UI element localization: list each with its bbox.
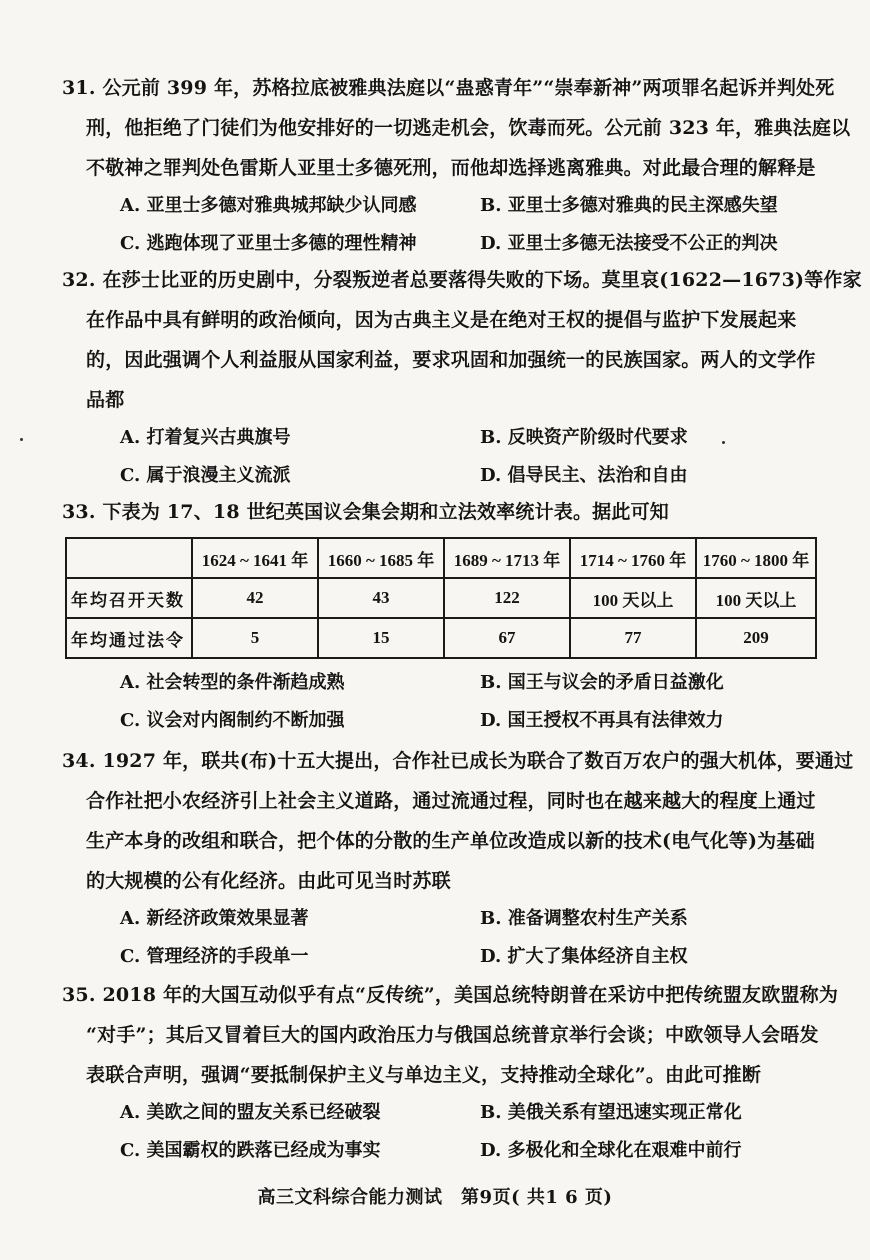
option-d[interactable]: D. 扩大了集体经济自主权 [480,946,688,967]
table-row [66,578,816,618]
option-d[interactable]: D. 亚里士多德无法接受不公正的判决 [480,233,778,254]
answer-options [62,420,832,494]
question-text-line: “对手”；其后又冒着巨大的国内政治压力与俄国总统普京举行会谈；中欧领导人会晤发 [86,1024,819,1046]
question-text-line: 34. 1927 年，联共(布)十五大提出，合作社已成长为联合了数百万农户的强大机体，要通过 [62,750,854,772]
scan-speck [722,441,725,444]
table-cell: 100 天以上 [696,578,816,618]
question-text-line: 表联合声明，强调“要抵制保护主义与单边主义，支持推动全球化”。由此可推断 [86,1064,762,1086]
option-c[interactable]: C. 属于浪漫主义流派 [120,465,291,486]
question-text-line: 生产本身的改组和联合，把个体的分散的生产单位改造成以新的技术(电气化等)为基础 [86,830,815,852]
option-d[interactable]: D. 国王授权不再具有法律效力 [480,710,724,731]
question-33-options [62,665,832,739]
option-b[interactable]: B. 准备调整农村生产关系 [480,908,688,929]
option-c[interactable]: C. 管理经济的手段单一 [120,946,309,967]
question-text-line: 刑，他拒绝了门徒们为他安排好的一切逃走机会，饮毒而死。公元前 323 年，雅典法庭以 [86,117,851,139]
table-row-label: 年均通过法令 [66,618,192,658]
page-footer: 高三文科综合能力测试 第9页( 共1 6 页) [257,1187,613,1208]
answer-options [62,1095,832,1169]
question-text-line: 31. 公元前 399 年，苏格拉底被雅典法庭以“蛊惑青年”“崇奉新神”两项罪名起诉并判处死 [62,77,835,99]
table-header-cell: 1660 ~ 1685 年 [318,538,444,578]
question-text-line: 合作社把小农经济引上社会主义道路，通过流通过程，同时也在越来越大的程度上通过 [86,790,816,812]
option-c[interactable]: C. 逃跑体现了亚里士多德的理性精神 [120,233,417,254]
question-text-line: 不敬神之罪判处色雷斯人亚里士多德死刑，而他却选择逃离雅典。对此最合理的解释是 [86,157,816,179]
table-header-cell [66,538,192,578]
question-text-line: 32. 在莎士比亚的历史剧中，分裂叛逆者总要落得失败的下场。莫里哀(1622—1673)等作家 [62,269,862,291]
option-a[interactable]: A. 打着复兴古典旗号 [120,427,291,448]
option-c[interactable]: C. 议会对内阁制约不断加强 [120,710,345,731]
question-32 [62,260,862,494]
answer-options [62,188,832,262]
option-b[interactable]: B. 美俄关系有望迅速实现正常化 [480,1102,742,1123]
question-text-line: 的大规模的公有化经济。由此可见当时苏联 [86,870,451,892]
option-a[interactable]: A. 社会转型的条件渐趋成熟 [120,672,345,693]
option-b[interactable]: B. 国王与议会的矛盾日益激化 [480,672,724,693]
option-a[interactable]: A. 新经济政策效果显著 [120,908,309,929]
option-a[interactable]: A. 美欧之间的盟友关系已经破裂 [120,1102,381,1123]
answer-options [62,901,832,975]
table-cell: 42 [192,578,318,618]
option-a[interactable]: A. 亚里士多德对雅典城邦缺少认同感 [120,195,417,216]
answer-options [62,665,832,739]
question-text-line: 在作品中具有鲜明的政治倾向，因为古典主义是在绝对王权的提倡与监护下发展起来 [86,309,797,331]
question-text-line: 品都 [86,389,125,411]
table-cell: 209 [696,618,816,658]
table-cell: 100 天以上 [570,578,696,618]
table-cell: 15 [318,618,444,658]
question-text-line: 的，因此强调个人利益服从国家利益，要求巩固和加强统一的民族国家。两人的文学作 [86,349,816,371]
table-cell: 77 [570,618,696,658]
table-header-row [66,538,816,578]
table-header-cell: 1624 ~ 1641 年 [192,538,318,578]
table-cell: 43 [318,578,444,618]
table-cell: 67 [444,618,570,658]
scan-speck [20,438,23,441]
option-d[interactable]: D. 倡导民主、法治和自由 [480,465,688,486]
question-35 [62,975,839,1169]
table-row-label: 年均召开天数 [66,578,192,618]
parliament-statistics-table [65,537,817,659]
table-row [66,618,816,658]
question-text-line: 35. 2018 年的大国互动似乎有点“反传统”，美国总统特朗普在采访中把传统盟友欧盟称为 [62,984,839,1006]
table-cell: 122 [444,578,570,618]
option-b[interactable]: B. 亚里士多德对雅典的民主深感失望 [480,195,778,216]
table-header-cell: 1689 ~ 1713 年 [444,538,570,578]
question-34 [62,741,854,975]
option-c[interactable]: C. 美国霸权的跌落已经成为事实 [120,1140,381,1161]
table-cell: 5 [192,618,318,658]
question-31 [62,68,851,262]
question-text-line: 33. 下表为 17、18 世纪英国议会集会期和立法效率统计表。据此可知 [62,501,669,523]
question-33 [62,492,832,532]
table-header-cell: 1714 ~ 1760 年 [570,538,696,578]
option-b[interactable]: B. 反映资产阶级时代要求 [480,427,688,448]
option-d[interactable]: D. 多极化和全球化在艰难中前行 [480,1140,742,1161]
table-header-cell: 1760 ~ 1800 年 [696,538,816,578]
